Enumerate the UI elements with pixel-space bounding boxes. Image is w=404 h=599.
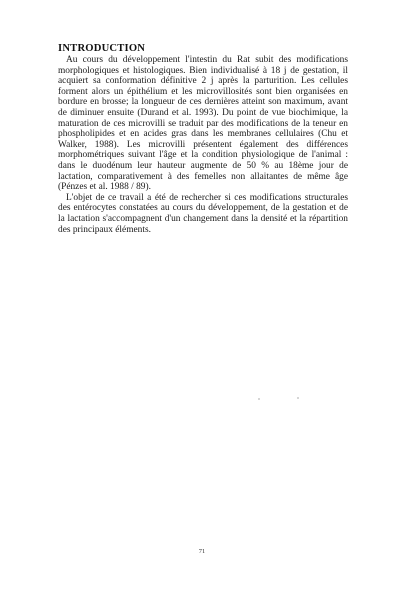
introduction-section <box>58 43 348 235</box>
scan-speck <box>258 398 260 400</box>
paragraph-1: Au cours du développement l'intestin du Rat subit des modifications morphologiques et histologiques. Bien individualisé à 18 j de gestation, il acquiert sa conformation définitive 2 j après la parturition. Les cellules forment alors un épithélium et les microvillosités sont bien organisées en bordure en brosse; la longueur de ces dernières atteint son maximum, avant de diminuer ensuite (Durand et al. 1993). Du point de vue biochimique, la maturation de ces microvilli se traduit par des modifications de la teneur en phospholipides et en acides gras dans les membranes cellulaires (Chu et Walker, 1988). Les microvilli présentent également des différences morphométriques suivant l'âge et la condition physiologique de l'animal : dans le duodénum leur hauteur augmente de 50 % au 18ème jour de lactation, comparativement à des femelles non allaitantes de même âge (Pénzes et al. 1988 / 89). <box>58 55 348 193</box>
paragraph-2: L'objet de ce travail a été de rechercher si ces modifications structurales des entérocytes constatées au cours du développement, de la gestation et de la lactation s'accompagnent d'un changement dans la densité et la répartition des principaux éléments. <box>58 192 348 235</box>
section-heading: INTRODUCTION <box>58 43 146 54</box>
scan-speck <box>297 397 299 399</box>
page-number: 71 <box>198 548 206 555</box>
